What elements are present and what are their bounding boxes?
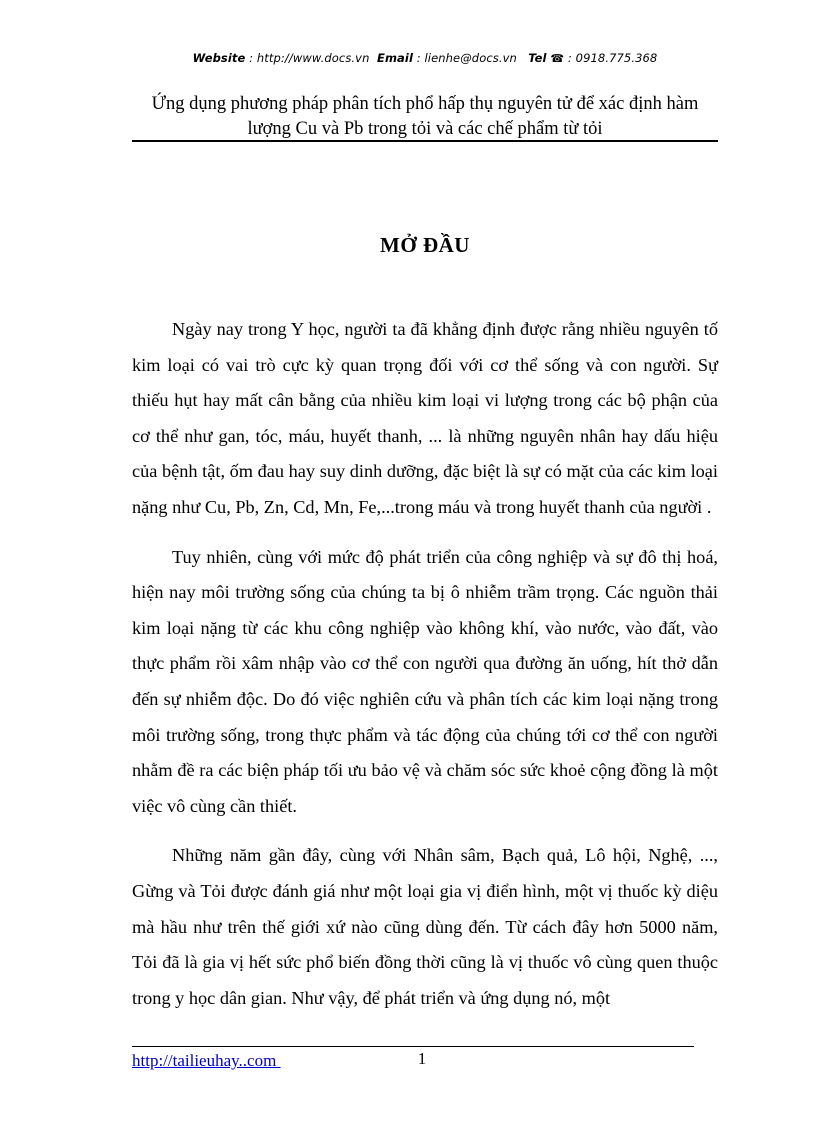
document-title (132, 92, 718, 142)
body-text (132, 312, 718, 1030)
footer-divider (132, 1046, 694, 1047)
email-value[interactable]: lienhe@docs.vn (424, 51, 517, 65)
paragraph-1: Ngày nay trong Y học, người ta đã khẳng định được rằng nhiều nguyên tố kim loại có vai trò cực kỳ quan trọng đối với cơ thể sống và con người. Sự thiếu hụt hay mất cân bằng của nhiều kim loại vi lượng trong các bộ phận của cơ thể như gan, tóc, máu, huyết thanh, ... là những nguyên nhân hay dấu hiệu của bệnh tật, ốm đau hay suy dinh dưỡng, đặc biệt là sự có mặt của các kim loại nặng như Cu, Pb, Zn, Cd, Mn, Fe,...trong máu và trong huyết thanh của người . (132, 319, 718, 517)
footer-link[interactable]: http://tailieuhay..com (132, 1051, 281, 1070)
tel-sep: : (564, 51, 576, 65)
title-line-2: lượng Cu và Pb trong tỏi và các chế phẩm từ tỏi (247, 119, 603, 139)
website-label: Website (192, 51, 246, 65)
site-header (130, 51, 720, 65)
tel-label: Tel (528, 51, 547, 65)
website-url[interactable]: http://www.docs.vn (256, 51, 370, 65)
website-sep: : (245, 51, 257, 65)
paragraph-2: Tuy nhiên, cùng với mức độ phát triển của công nghiệp và sự đô thị hoá, hiện nay môi trường sống của chúng ta bị ô nhiễm trầm trọng. Các nguồn thải kim loại nặng từ các khu công nghiệp vào không khí, vào nước, vào đất, vào thực phẩm rồi xâm nhập vào cơ thể con người qua đường ăn uống, hít thở dẫn đến sự nhiễm độc. Do đó việc nghiên cứu và phân tích các kim loại nặng trong môi trường sống, trong thực phẩm và tác động của chúng tới cơ thể con người nhằm đề ra các biện pháp tối ưu bảo vệ và chăm sóc sức khoẻ cộng đồng là một việc vô cùng cần thiết. (132, 546, 718, 816)
title-divider (132, 140, 718, 142)
paragraph-3: Những năm gần đây, cùng với Nhân sâm, Bạch quả, Lô hội, Nghệ, ..., Gừng và Tỏi được đánh giá như một loại gia vị điển hình, một vị thuốc kỳ diệu mà hầu như trên thế giới xứ nào cũng dùng đến. Từ cách đây hơn 5000 năm, Tỏi đã là gia vị hết sức phổ biến đồng thời cũng là vị thuốc vô cùng quen thuộc trong y học dân gian. Như vậy, để phát triển và ứng dụng nó, một (132, 845, 718, 1008)
email-sep: : (412, 51, 425, 65)
title-line-1: Ứng dụng phương pháp phân tích phổ hấp thụ nguyên tử để xác định hàm (151, 94, 699, 114)
phone-icon: ☎ (550, 52, 565, 65)
page-number: 1 (417, 1049, 427, 1068)
email-label: Email (377, 51, 413, 65)
section-heading: MỞ ĐẦU (380, 233, 470, 257)
tel-value: 0918.775.368 (575, 51, 658, 65)
